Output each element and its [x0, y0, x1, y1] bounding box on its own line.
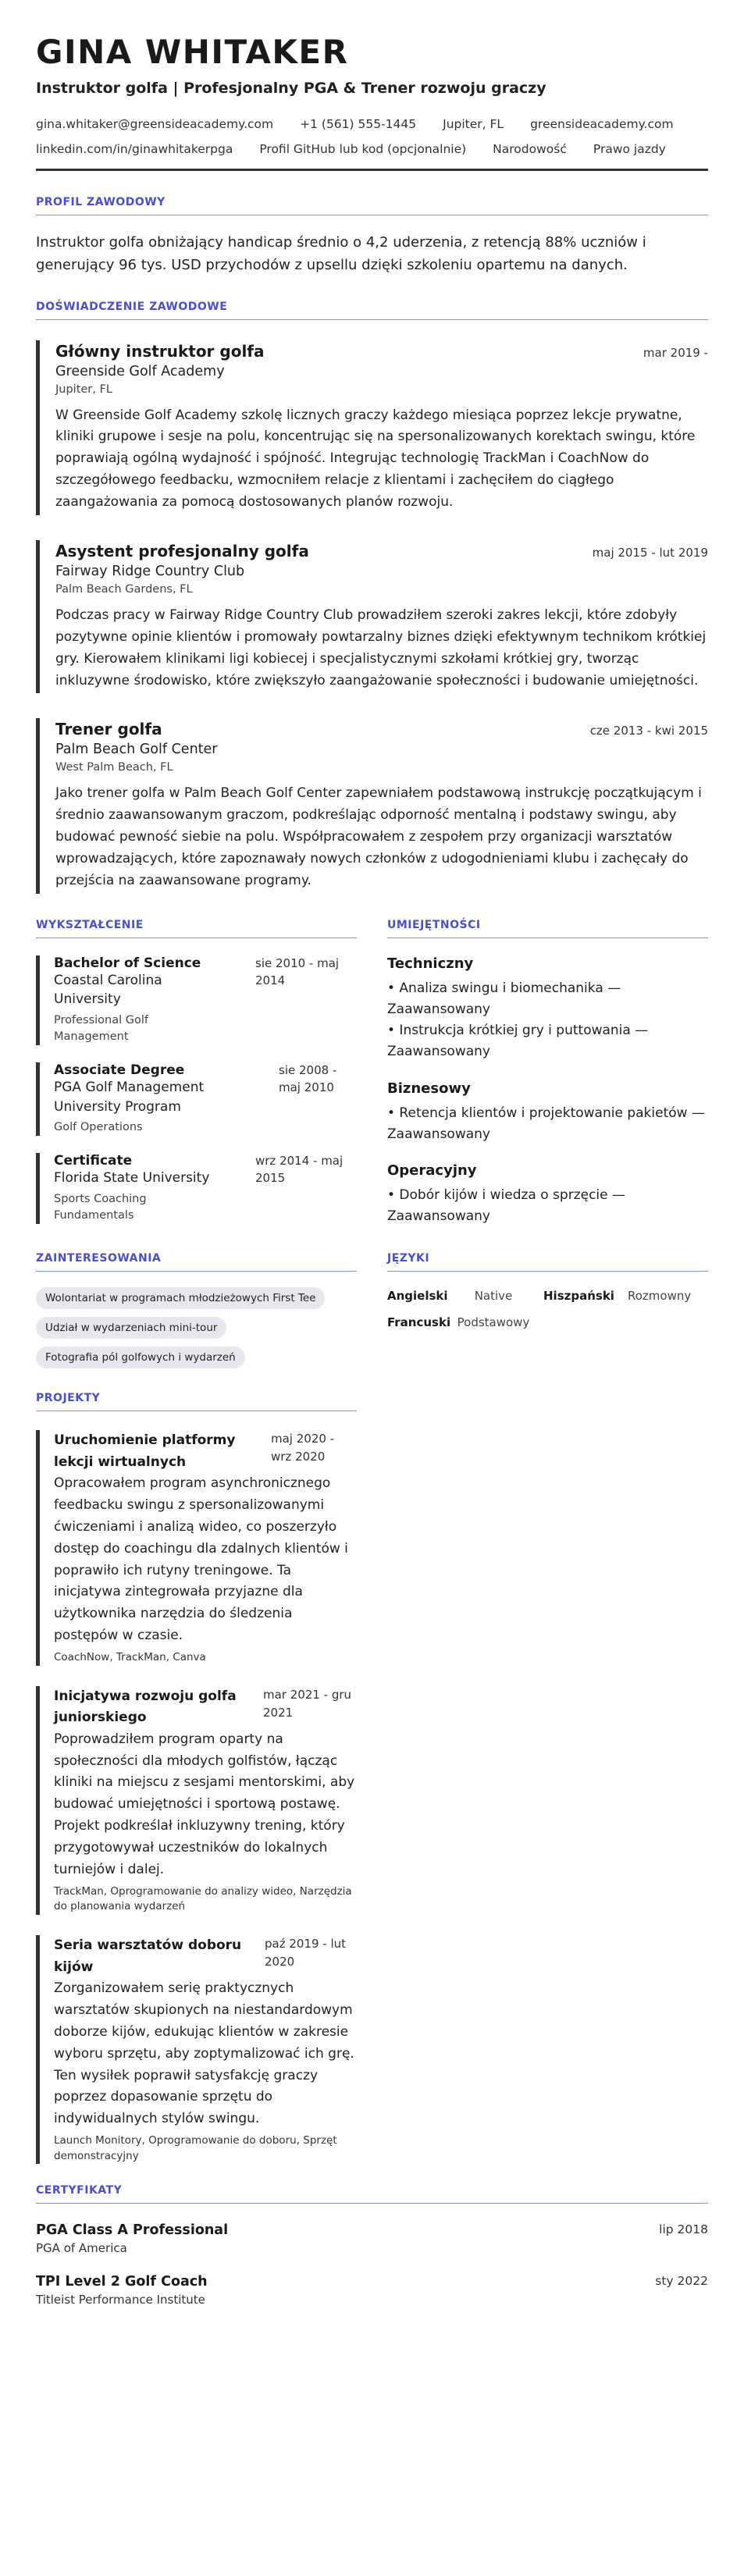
contact-driving-license: Prawo jazdy [593, 142, 666, 157]
education-degree: Certificate [54, 1153, 133, 1169]
education-entry [36, 1153, 357, 1224]
education-entry [36, 1062, 357, 1136]
contact-phone[interactable]: +1 (561) 555-1445 [300, 117, 417, 132]
job-description: Podczas pracy w Fairway Ridge Country Club prowadziłem szeroki zakres lekcji, które zdobyły pozytywne opinie klientów i promowały powtarzalny biznes dzięki efektywnym technikom krótkiej gry. Kierowałem klinikami ligi kobiecej i specjalistycznymi szkołami krótkiej gry, tworząc inkluzywne środowisko, które zwiększyło zaangażowanie społeczności i budowanie umiejętności. [55, 607, 707, 688]
header-divider [36, 169, 708, 171]
interests-languages-row [36, 1252, 708, 1376]
job-title: Główny instruktor golfa [55, 341, 265, 361]
skills-section [387, 919, 708, 1241]
job-location: Palm Beach Gardens, FL [55, 582, 193, 596]
job-location: Jupiter, FL [55, 382, 112, 396]
education-date: wrz 2014 - maj 2015 [255, 1154, 344, 1186]
skill-item: • Instrukcja krótkiej gry i puttowania — Zaawansowany [387, 1023, 649, 1060]
education-date: sie 2008 - maj 2010 [279, 1063, 337, 1094]
education-date: sie 2010 - maj 2014 [255, 955, 340, 987]
education-school: PGA Golf Management University Program [54, 1080, 205, 1115]
project-description: Zorganizowałem serię praktycznych warsztatów skupionych na niestandardowym doborze kijów, edukując klientów w zakresie wyboru sprzętu, aby zoptymalizować ich grę. Ten wysiłek poprawił satysfakcję graczy poprzez dopasowanie sprzętu do indywidualnych stylów swingu. [54, 1980, 354, 2127]
project-entry [36, 1935, 357, 2164]
languages-grid [387, 1289, 708, 1329]
language-level: Podstawowy [457, 1315, 530, 1330]
skill-item: • Dobór kijów i wiedza o sprzęcie — Zaawansowany [387, 1187, 626, 1225]
contact-location: Jupiter, FL [443, 117, 504, 132]
certification-entry [36, 2222, 708, 2255]
contact-linkedin[interactable]: linkedin.com/in/ginawhitakerpga [36, 142, 233, 157]
language-level: Native [474, 1289, 513, 1304]
certification-issuer: PGA of America [36, 2241, 127, 2256]
project-title: Seria warsztatów doboru kijów [54, 1937, 242, 1975]
education-degree: Bachelor of Science [54, 955, 201, 971]
experience-section [36, 301, 708, 894]
language-level: Rozmowny [628, 1289, 692, 1304]
job-date: mar 2019 - [643, 345, 708, 360]
experience-entry [36, 340, 708, 515]
certifications-section [36, 2184, 708, 2307]
project-description: Opracowałem program asynchronicznego feedbacku swingu z spersonalizowanymi ćwiczeniami i analizą wideo, co poszerzyło dostęp do coachingu dla zdalnych klientów i poprawiło ich rutyny treningowe. Ta inicjatywa zintegrowała przyjazne dla użytkownika narzędzia do śledzenia postępów w czasie. [54, 1475, 348, 1644]
certification-date: lip 2018 [659, 2222, 708, 2237]
interest-chip: Udział w wydarzeniach mini-tour [36, 1317, 226, 1339]
language-name: Hiszpański [543, 1289, 614, 1304]
contact-row-secondary [36, 142, 708, 156]
contact-github[interactable]: Profil GitHub lub kod (opcjonalnie) [259, 142, 467, 157]
summary-heading: PROFIL ZAWODOWY [36, 196, 708, 215]
education-field: Sports Coaching Fundamentals [54, 1193, 147, 1222]
interest-chips [36, 1287, 357, 1376]
certification-title: TPI Level 2 Golf Coach [36, 2274, 208, 2290]
contact-website[interactable]: greensideacademy.com [530, 117, 674, 132]
languages-section [387, 1252, 708, 1376]
resume-header [36, 34, 708, 171]
education-field: Professional Golf Management [54, 1014, 148, 1044]
education-school: Coastal Carolina University [54, 972, 162, 1008]
contact-nationality: Narodowość [493, 142, 567, 157]
project-date: mar 2021 - gru 2021 [263, 1687, 352, 1720]
skill-item: • Analiza swingu i biomechanika — Zaawansowany [387, 980, 621, 1017]
interest-chip: Fotografia pól golfowych i wydarzeń [36, 1347, 245, 1368]
education-field: Golf Operations [54, 1121, 143, 1134]
skill-item: • Retencja klientów i projektowanie pakietów — Zaawansowany [387, 1105, 705, 1142]
project-technologies: CoachNow, TrackMan, Canva [54, 1651, 206, 1664]
summary-section [36, 196, 708, 276]
job-title: Asystent profesjonalny golfa [55, 541, 309, 560]
skills-heading: UMIEJĘTNOŚCI [387, 919, 708, 938]
project-title: Uruchomienie platformy lekcji wirtualnych [54, 1432, 236, 1470]
experience-heading: DOŚWIADCZENIE ZAWODOWE [36, 301, 708, 320]
job-company: Greenside Golf Academy [55, 363, 225, 379]
skill-category: Techniczny [387, 955, 474, 972]
skill-category: Operacyjny [387, 1162, 477, 1179]
contact-row-primary [36, 117, 708, 131]
project-description: Poprowadziłem program oparty na społeczności dla młodych golfistów, łącząc kliniki na miejscu z sesjami mentorskimi, aby budować umiejętności i sportową postawę. Projekt podkreślał inkluzywny trening, który przygotowywał uczestników do lokalnych turniejów i dalej. [54, 1731, 355, 1877]
projects-section [36, 1392, 357, 2164]
project-technologies: Launch Monitory, Oprogramowanie do doboru, Sprzęt demonstracyjny [54, 2134, 337, 2162]
job-description: W Greenside Golf Academy szkolę licznych graczy każdego miesiąca poprzez lekcje prywatne, kliniki grupowe i sesje na polu, koncentrując się na spersonalizowanych korektach swingu, które poprawiają ogólną wydajność i spójność. Integrując technologię TrackMan i CoachNow do szczegółowego feedbacku, wzmocniłem relacje z klientami i zachęciłem do ciągłego zaangażowania za pomocą dostosowanych planów rozwoju. [55, 407, 696, 510]
project-technologies: TrackMan, Oprogramowanie do analizy wideo, Narzędzia do planowania wydarzeń [54, 1884, 352, 1913]
job-date: maj 2015 - lut 2019 [592, 545, 708, 560]
job-location: West Palm Beach, FL [55, 761, 173, 774]
education-skills-row [36, 919, 708, 1241]
education-degree: Associate Degree [54, 1062, 185, 1079]
project-entry [36, 1430, 357, 1666]
experience-entry [36, 718, 708, 893]
experience-entry [36, 540, 708, 694]
skill-category: Biznesowy [387, 1080, 471, 1097]
interest-chip: Wolontariat w programach młodzieżowych First Tee [36, 1287, 325, 1309]
certification-issuer: Titleist Performance Institute [36, 2293, 205, 2307]
education-section [36, 919, 357, 1241]
interests-heading: ZAINTERESOWANIA [36, 1252, 357, 1272]
languages-heading: JĘZYKI [387, 1252, 708, 1272]
job-date: cze 2013 - kwi 2015 [589, 724, 708, 738]
job-title: Trener golfa [55, 720, 162, 739]
job-company: Fairway Ridge Country Club [55, 563, 245, 579]
project-date: paź 2019 - lut 2020 [265, 1936, 347, 1969]
project-entry [36, 1686, 357, 1915]
summary-text: Instruktor golfa obniżający handicap średnio o 4,2 uderzenia, z retencją 88% uczniów i generujący 96 tys. USD przychodów z upsellu dzięki szkoleniu opartemu na danych. [36, 234, 646, 274]
certification-entry [36, 2274, 708, 2307]
education-heading: WYKSZTAŁCENIE [36, 919, 357, 938]
project-date: maj 2020 - wrz 2020 [271, 1432, 335, 1464]
language-name: Angielski [387, 1289, 448, 1304]
language-name: Francuski [387, 1315, 451, 1330]
certification-date: sty 2022 [655, 2274, 708, 2289]
job-company: Palm Beach Golf Center [55, 742, 218, 758]
job-description: Jako trener golfa w Palm Beach Golf Center zapewniałem podstawową instrukcję początkującym i średnio zaawansowanym graczom, podkreślając odporność mentalną i podstawy swingu, aby budować pewność siebie na polu. Współpracowałem z zespołem przy organizacji warsztatów wprowadzających, które zapoznawały nowych członków z udogodnieniami klubu i zachęcały do przejścia na zaawansowane programy. [55, 785, 702, 888]
education-entry [36, 955, 357, 1045]
certifications-heading: CERTYFIKATY [36, 2184, 708, 2204]
projects-heading: PROJEKTY [36, 1392, 357, 1411]
contact-email[interactable]: gina.whitaker@greensideacademy.com [36, 117, 274, 132]
candidate-name: GINA WHITAKER [36, 33, 349, 71]
interests-section [36, 1252, 357, 1376]
candidate-headline: Instruktor golfa | Profesjonalny PGA & Trener rozwoju graczy [36, 80, 546, 98]
education-school: Florida State University [54, 1170, 210, 1187]
certification-title: PGA Class A Professional [36, 2222, 229, 2239]
project-title: Inicjatywa rozwoju golfa juniorskiego [54, 1688, 237, 1726]
